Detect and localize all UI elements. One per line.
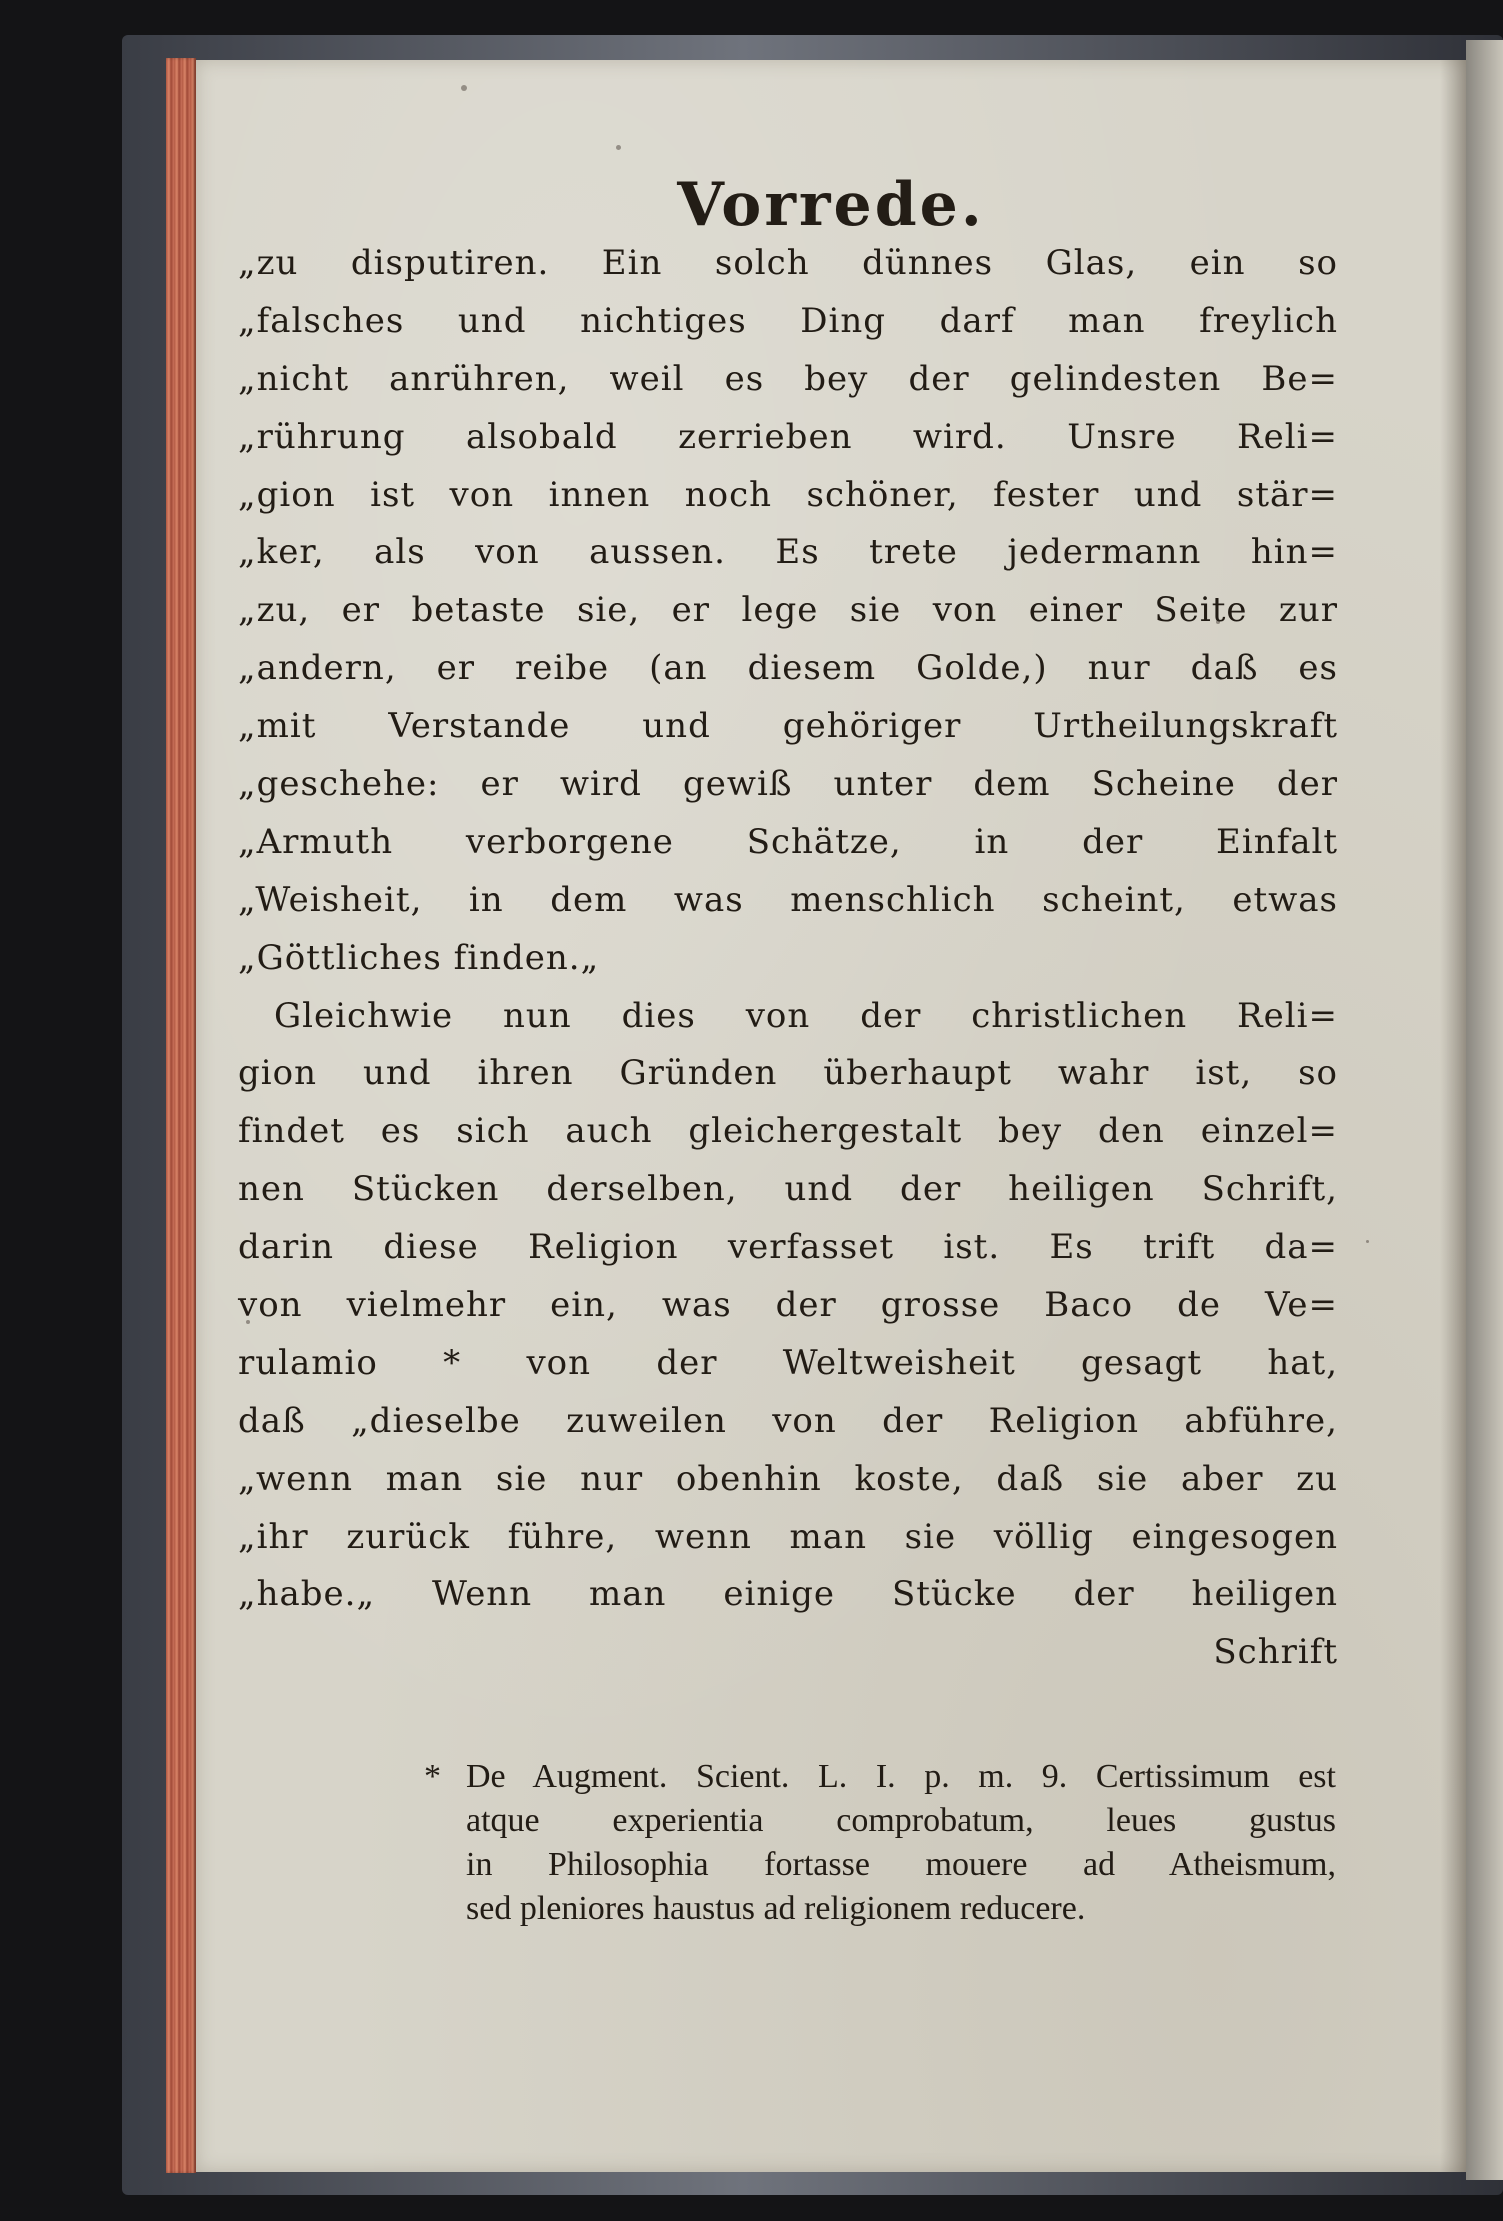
text-line: „nicht anrühren, weil es bey der gelindesten Be=	[238, 358, 1338, 399]
footnote-line: atque experientia comprobatum, leues gustus	[466, 1802, 1336, 1839]
paper-speck	[1366, 1240, 1369, 1243]
text-line: „Göttliches finden.„	[238, 937, 600, 978]
catchword: Schrift	[1213, 1632, 1338, 1673]
footnote-marker: *	[424, 1758, 441, 1795]
text-line: von vielmehr ein, was der grosse Baco de Ve=	[238, 1285, 1338, 1326]
text-line: „habe.„ Wenn man einige Stücke der heiligen	[238, 1574, 1338, 1615]
gutter-shadow	[1440, 60, 1466, 2172]
page-header: Vorrede.	[677, 170, 985, 240]
footnote-line: De Augment. Scient. L. I. p. m. 9. Certissimum est	[466, 1758, 1336, 1795]
text-line: „gion ist von innen noch schöner, fester und stär=	[238, 474, 1338, 515]
footnote	[424, 1755, 1336, 1931]
text-line: daß „dieselbe zuweilen von der Religion abführe,	[238, 1400, 1338, 1441]
text-line: „Armuth verborgene Schätze, in der Einfalt	[238, 821, 1338, 862]
body-text	[238, 235, 1338, 1682]
text-line: nen Stücken derselben, und der heiligen Schrift,	[238, 1169, 1338, 1210]
text-line: „zu disputiren. Ein solch dünnes Glas, ein so	[238, 243, 1338, 283]
text-line: „geschehe: er wird gewiß unter dem Scheine der	[238, 764, 1338, 805]
text-line: findet es sich auch gleichergestalt bey den einzel=	[238, 1111, 1338, 1152]
text-line: gion und ihren Gründen überhaupt wahr ist, so	[238, 1053, 1338, 1094]
text-line: „mit Verstande und gehöriger Urtheilungskraft	[238, 706, 1338, 747]
text-line: „ker, als von aussen. Es trete jedermann hin=	[238, 532, 1338, 573]
paragraph-start-line: Gleichwie nun dies von der christlichen Reli=	[274, 995, 1338, 1036]
text-line: „rührung alsobald zerrieben wird. Unsre Reli=	[238, 416, 1338, 457]
footnote-line: in Philosophia fortasse mouere ad Atheismum,	[466, 1846, 1336, 1883]
text-line: „andern, er reibe (an diesem Golde,) nur daß es	[238, 648, 1338, 689]
text-line: „zu, er betaste sie, er lege sie von einer Seite zur	[238, 590, 1338, 631]
facing-page-edge	[1466, 40, 1503, 2180]
text-line: darin diese Religion verfasset ist. Es trift da=	[238, 1227, 1338, 1268]
paper-speck	[461, 85, 467, 91]
paper-speck	[616, 145, 621, 150]
text-line: „Weisheit, in dem was menschlich scheint, etwas	[238, 879, 1338, 920]
text-line: „wenn man sie nur obenhin koste, daß sie aber zu	[238, 1458, 1338, 1499]
text-line: „ihr zurück führe, wenn man sie völlig eingesogen	[238, 1516, 1338, 1557]
text-line: „falsches und nichtiges Ding darf man freylich	[238, 300, 1338, 341]
footnote-line: sed pleniores haustus ad religionem reducere.	[466, 1890, 1086, 1927]
text-line: rulamio * von der Weltweisheit gesagt hat,	[238, 1342, 1338, 1383]
page-edges-red	[166, 58, 196, 2173]
